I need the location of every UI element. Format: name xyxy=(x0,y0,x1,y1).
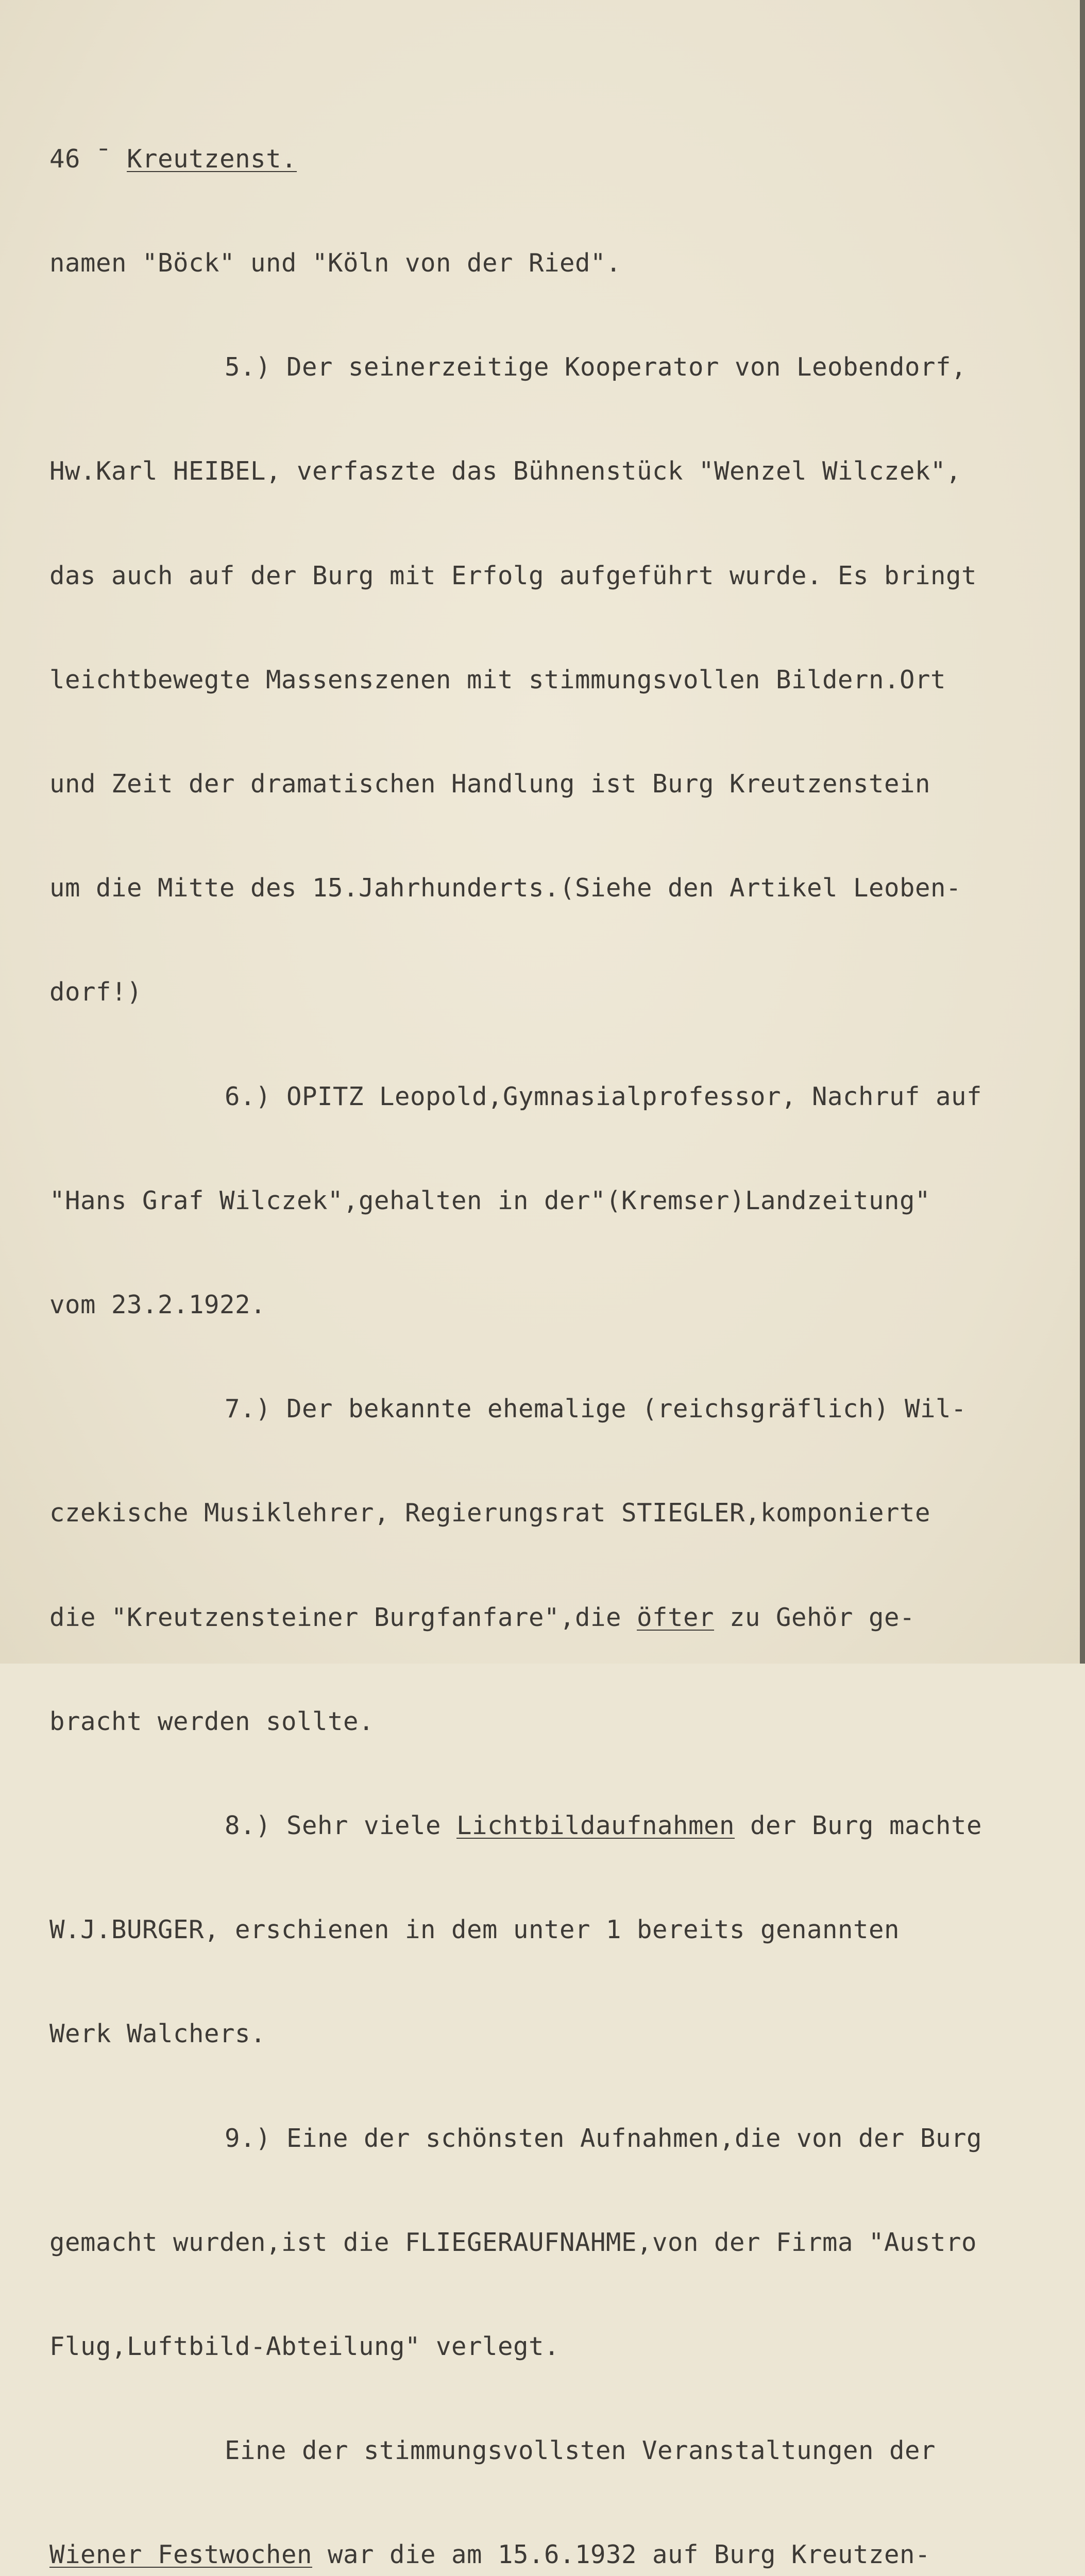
running-title: Kreutzenst. xyxy=(127,144,297,174)
text-line: Flug,Luftbild-Abteilung" verlegt. xyxy=(49,2332,560,2362)
text-line: bracht werden sollte. xyxy=(49,1706,375,1736)
text-line: und Zeit der dramatischen Handlung ist Burg Kreutzenstein xyxy=(49,769,931,799)
header-dash: ¯ xyxy=(96,144,112,174)
text-line: Hw.Karl HEIBEL, verfaszte das Bühnenstück "Wenzel Wilczek", xyxy=(49,456,962,486)
text-line: 7.) Der bekannte ehemalige (reichsgräflich) Wil- xyxy=(225,1394,967,1424)
text-line: dorf!) xyxy=(49,977,143,1007)
page-number: 46 xyxy=(49,144,81,174)
text-line xyxy=(49,2537,1070,2572)
text-line: "Hans Graf Wilczek",gehalten in der"(Kremser)Landzeitung" xyxy=(49,1185,931,1215)
text-line: 9.) Eine der schönsten Aufnahmen,die von der Burg xyxy=(225,2123,982,2153)
text-line xyxy=(49,1808,1070,1843)
text-line xyxy=(49,1600,1070,1635)
text-line: um die Mitte des 15.Jahrhunderts.(Siehe den Artikel Leoben- xyxy=(49,873,962,903)
text-segment: die "Kreutzensteiner Burgfanfare",die xyxy=(49,1602,637,1632)
typewritten-text xyxy=(49,72,1070,2576)
text-segment: war die am 15.6.1932 auf Burg Kreutzen- xyxy=(312,2540,931,2570)
text-line: namen "Böck" und "Köln von der Ried". xyxy=(49,248,622,278)
text-line: vom 23.2.1922. xyxy=(49,1290,266,1320)
text-line: Werk Walchers. xyxy=(49,2019,266,2049)
text-line: das auch auf der Burg mit Erfolg aufgeführt wurde. Es bringt xyxy=(49,561,977,590)
underlined-word: öfter xyxy=(637,1602,715,1632)
text-segment: 8.) Sehr viele xyxy=(225,1811,457,1841)
text-segment: zu Gehör ge- xyxy=(714,1602,916,1632)
text-line: W.J.BURGER, erschienen in dem unter 1 bereits genannten xyxy=(49,1915,900,1945)
text-line: 5.) Der seinerzeitige Kooperator von Leobendorf, xyxy=(225,352,967,382)
text-line: Eine der stimmungsvollsten Veranstaltungen der xyxy=(225,2436,936,2466)
page-edge-shadow xyxy=(1080,0,1085,1664)
text-line: czekische Musiklehrer, Regierungsrat STIEGLER,komponierte xyxy=(49,1498,931,1528)
header-line xyxy=(49,142,1070,176)
underlined-word: Lichtbildaufnahmen xyxy=(456,1811,735,1841)
text-segment: der Burg machte xyxy=(735,1811,982,1841)
text-line: leichtbewegte Massenszenen mit stimmungsvollen Bildern.Ort xyxy=(49,665,946,694)
underlined-word: Wiener Festwochen xyxy=(49,2540,313,2570)
text-line: 6.) OPITZ Leopold,Gymnasialprofessor, Nachruf auf xyxy=(225,1081,982,1111)
text-line: gemacht wurden,ist die FLIEGERAUFNAHME,von der Firma "Austro xyxy=(49,2227,977,2257)
